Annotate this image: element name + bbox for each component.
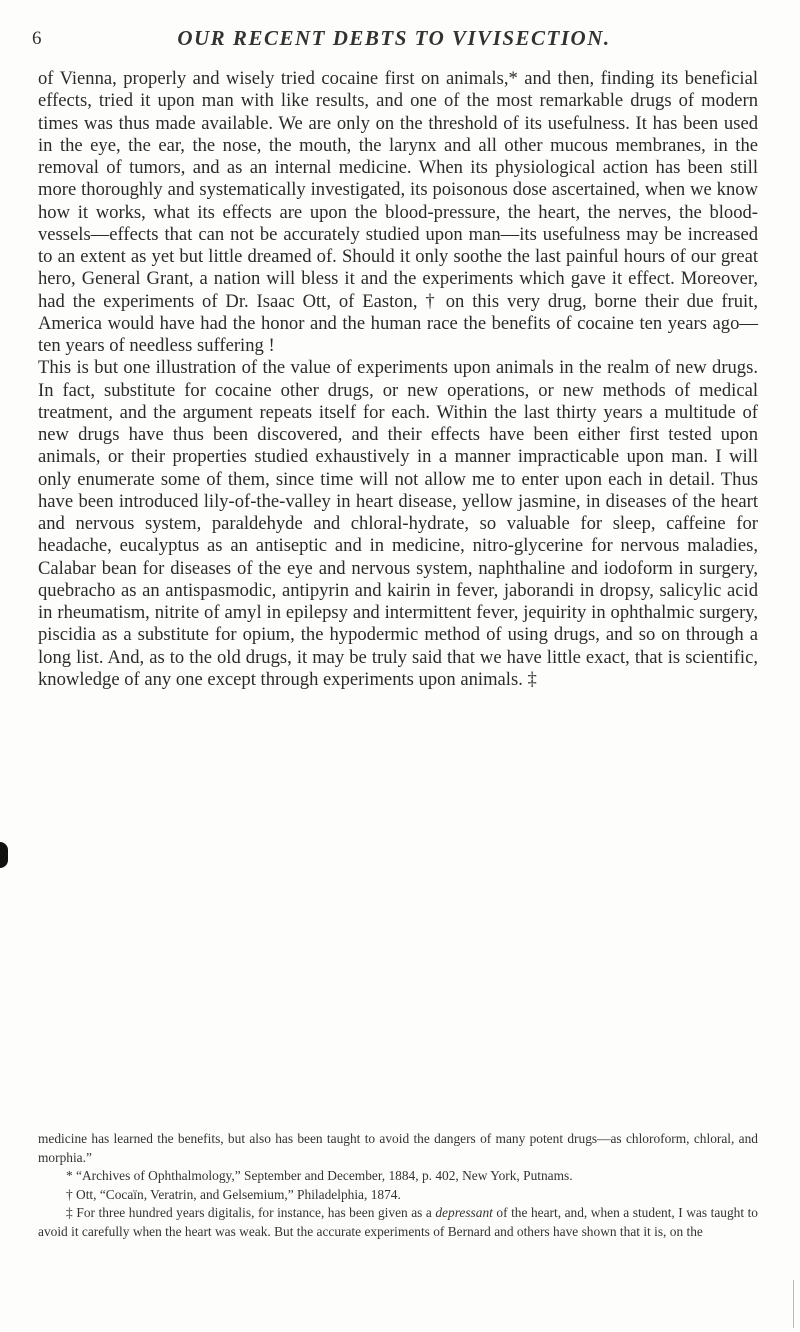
footnote-continuation: medicine has learned the benefits, but also has been taught to avoid the dangers of many potent drugs—as chloroform, chloral, and morphia.” [38,1131,758,1165]
page-edge-line [793,1280,794,1328]
footnote-star: * “Archives of Ophthalmology,” September and December, 1884, p. 402, New York, Putnams. [66,1168,573,1183]
body-text [38,68,758,691]
footnote-double-dagger-text-b: of the heart, and, when a student, I was taught to avoid it carefully when the heart was weak. But the accurate experiments of Bernard and others have shown that it is, on the [38,1205,759,1239]
footnote-emphasis-depressant: depressant [435,1205,493,1220]
paragraph-new-drugs: This is but one illustration of the value of experiments upon animals in the realm of new drugs. In fact, substitute for cocaine other drugs, or new operations, or new methods of medical treatment, and the argument repeats itself for each. Within the last thirty years a multitude of new drugs have thus been discovered, and their effects have been either first tested upon animals, or their properties studied exhaustively in a manner impracticable upon man. I will only enumerate some of them, since time will not allow me to enter upon each in detail. Thus have been introduced lily-of-the-valley in heart disease, yellow jasmine, in diseases of the heart and nervous system, paraldehyde and chloral-hydrate, so valuable for sleep, caffeine for headache, eucalyptus as an antiseptic and in medicine, nitro-glycerine for nervous maladies, Calabar bean for diseases of the eye and nervous system, naphthaline and iodoform in surgery, quebracho as an antispasmodic, antipyrin and kairin in fever, jaborandi in dropsy, salicylic acid in rheumatism, nitrite of amyl in epilepsy and intermittent fever, jequirity in ophthalmic surgery, piscidia as a substitute for opium, the hypodermic method of using drugs, and so on through a long list. And, as to the old drugs, it may be truly said that we have little exact, that is scientific, knowledge of any one except through experiments upon animals. ‡ [38,357,758,690]
paragraph-cocaine: of Vienna, properly and wisely tried cocaine first on animals,* and then, finding its beneficial effects, tried it upon man with like results, and one of the most remarkable drugs of modern times was thus made available. We are only on the threshold of its usefulness. It has been used in the eye, the ear, the nose, the mouth, the larynx and all other mucous membranes, in the removal of tumors, and as an internal medicine. When its physiological action has been still more thoroughly and systematically investigated, its poisonous dose ascertained, when we know how it works, what its effects are upon the blood-pressure, the heart, the nerves, the blood-vessels—effects that can not be accurately studied upon man—its usefulness may be increased to an extent as yet but little dreamed of. Should it only soothe the last painful hours of our great hero, General Grant, a nation will bless it and the experiments which gave it effect. Moreover, had the experiments of Dr. Isaac Ott, of Easton, † on this very drug, borne their due fruit, America would have had the honor and the human race the benefits of cocaine ten years ago—ten years of needless suffering ! [38,68,758,356]
running-title: OUR RECENT DEBTS TO VIVISECTION. [177,26,611,50]
footnote-double-dagger [38,1204,758,1241]
running-head [32,22,756,52]
footnote-dagger: † Ott, “Cocaïn, Veratrin, and Gelsemium,” Philadelphia, 1874. [66,1186,401,1202]
binding-margin-mark [0,842,8,868]
footnote-double-dagger-text-a: ‡ For three hundred years digitalis, for instance, has been given as a [66,1205,436,1220]
footnotes [38,1130,758,1241]
page-number: 6 [32,28,42,49]
